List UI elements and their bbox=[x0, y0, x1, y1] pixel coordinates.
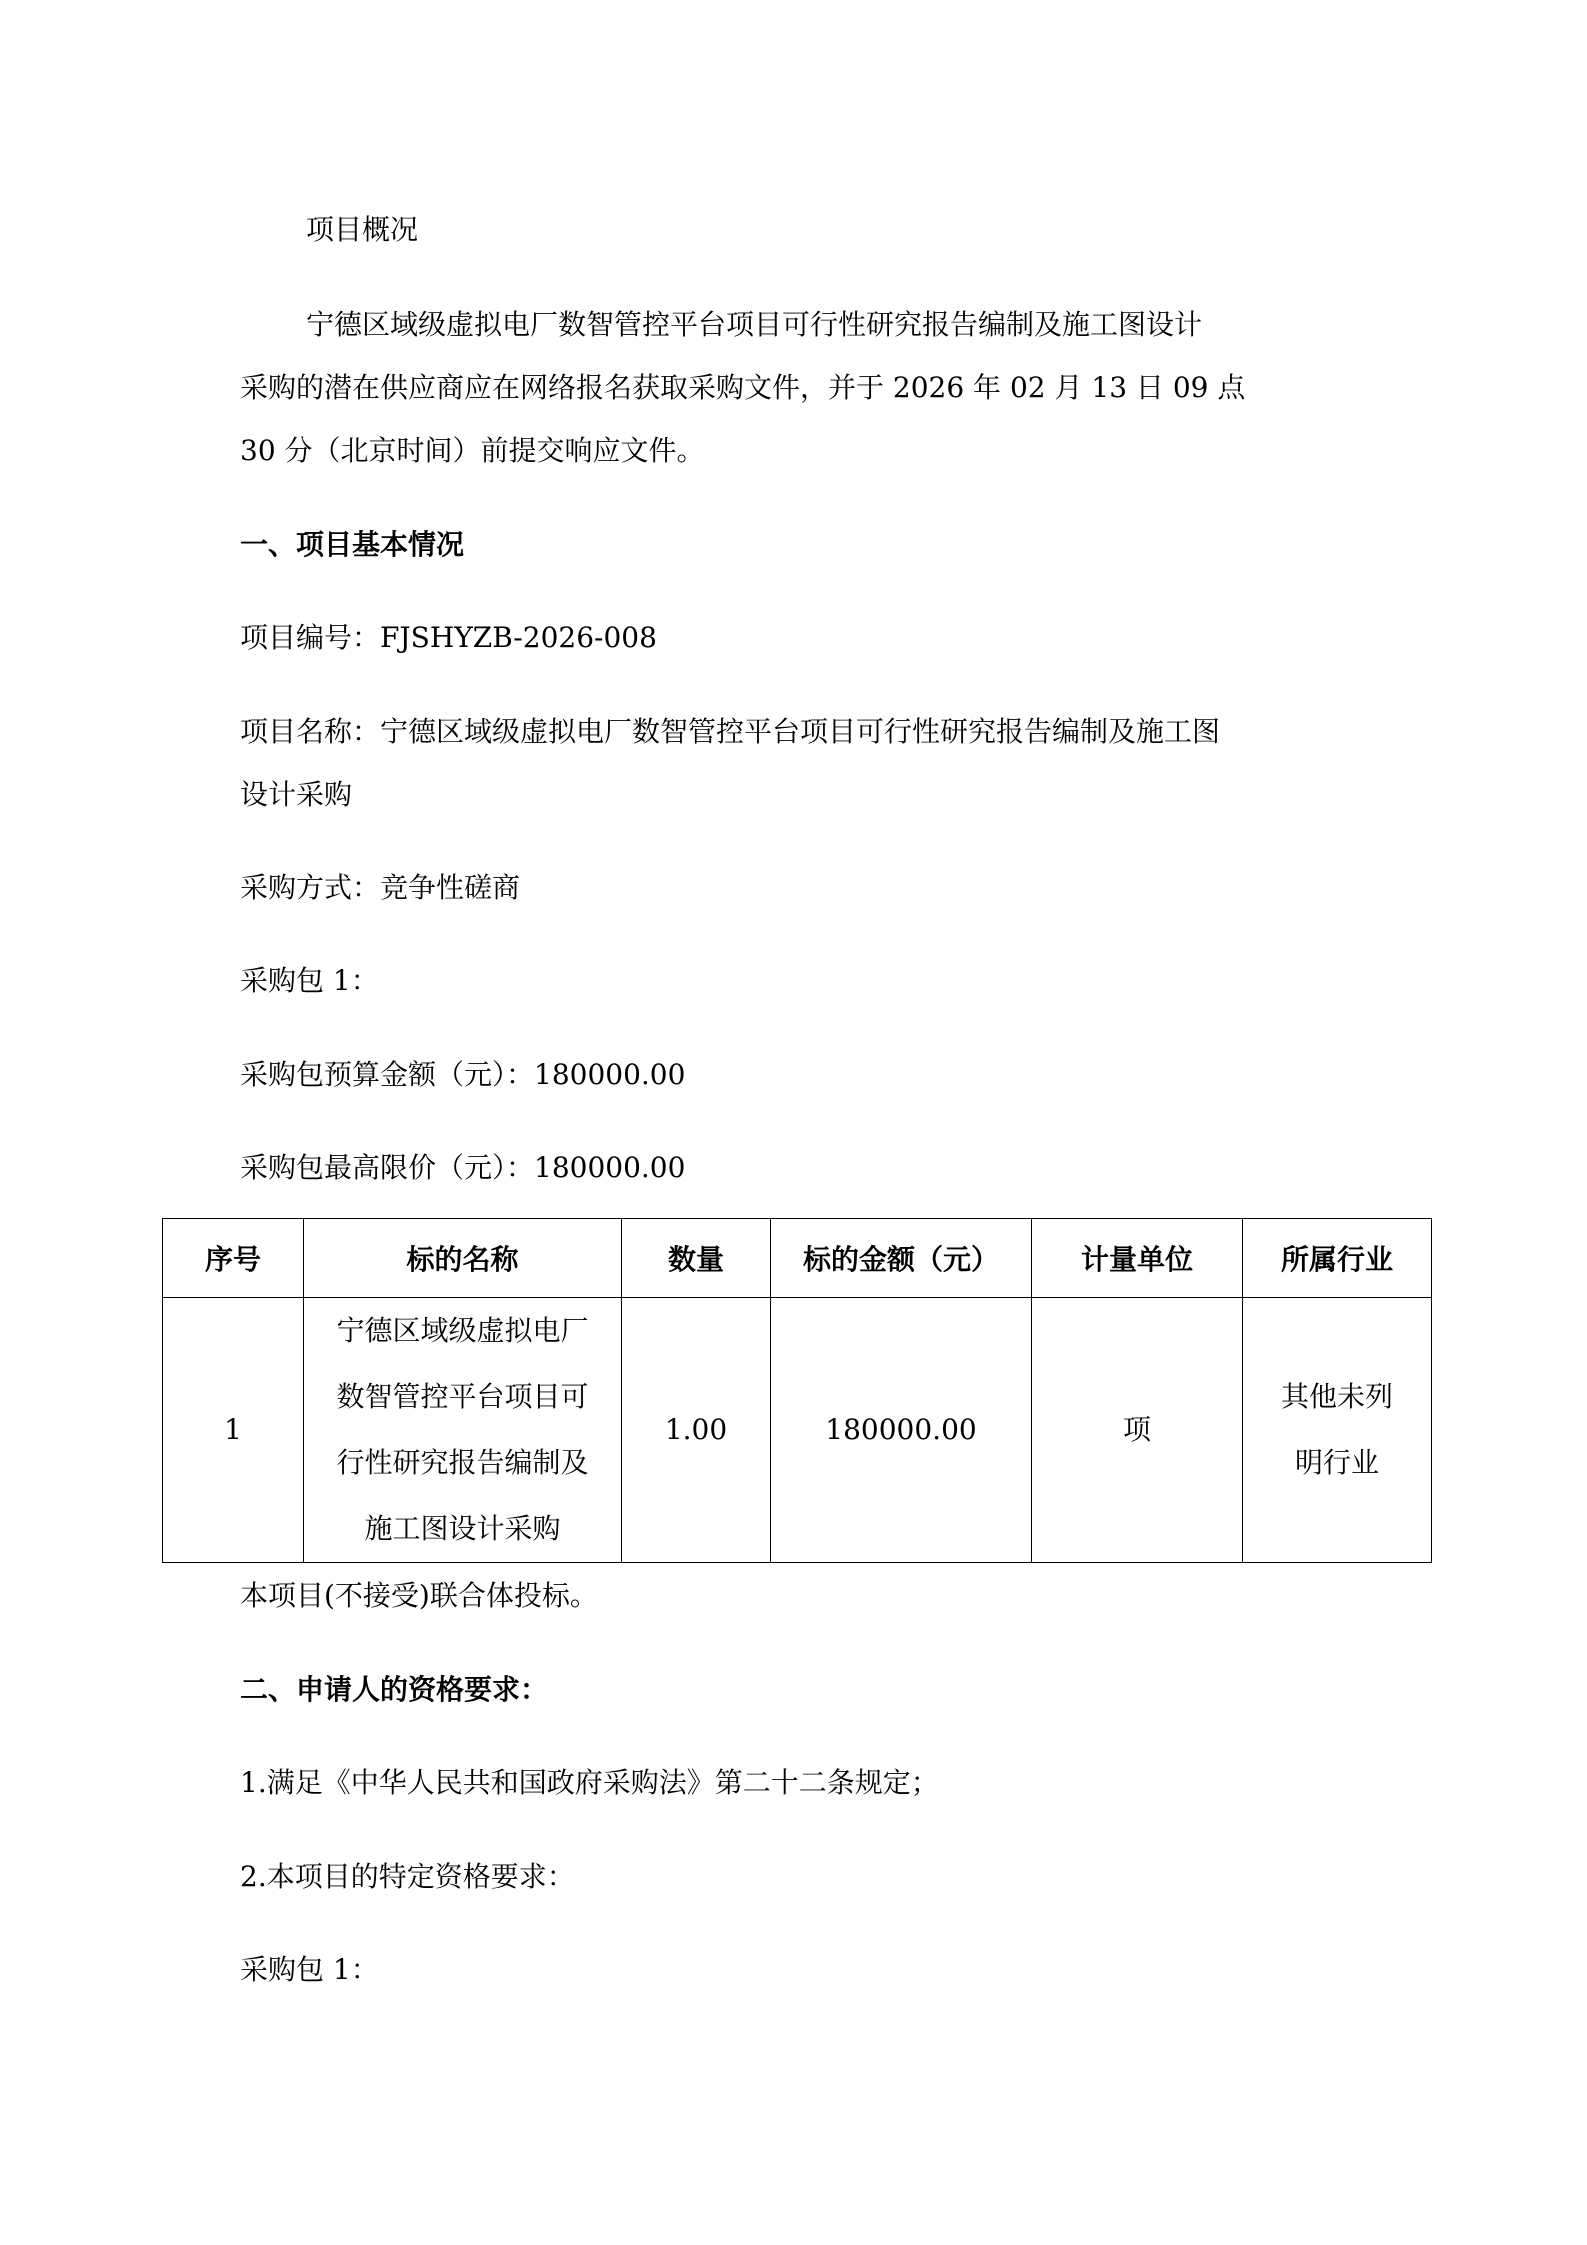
header-quantity: 数量 bbox=[622, 1219, 771, 1298]
consortium-note: 本项目(不接受)联合体投标。 bbox=[240, 1579, 598, 1612]
cell-unit: 项 bbox=[1032, 1298, 1243, 1563]
project-name-line-1: 项目名称：宁德区域级虚拟电厂数智管控平台项目可行性研究报告编制及施工图 bbox=[240, 715, 1221, 748]
cell-quantity: 1.00 bbox=[622, 1298, 771, 1563]
cell-seq: 1 bbox=[163, 1298, 304, 1563]
industry-line: 明行业 bbox=[1294, 1446, 1379, 1479]
industry-line: 其他未列 bbox=[1280, 1380, 1393, 1413]
header-seq: 序号 bbox=[163, 1219, 304, 1298]
package-label: 采购包 1： bbox=[240, 964, 379, 997]
overview-paragraph-line-2: 采购的潜在供应商应在网络报名获取采购文件，并于 2026 年 02 月 13 日 09 点 bbox=[240, 371, 1246, 404]
project-number: 项目编号：FJSHYZB-2026-008 bbox=[240, 621, 657, 654]
section2-heading: 二、申请人的资格要求： bbox=[240, 1673, 549, 1706]
procurement-method: 采购方式：竞争性磋商 bbox=[240, 871, 521, 904]
qualification-item-1: 1.满足《中华人民共和国政府采购法》第二十二条规定； bbox=[240, 1766, 939, 1799]
header-unit: 计量单位 bbox=[1032, 1219, 1243, 1298]
item-name-line: 施工图设计采购 bbox=[364, 1512, 561, 1545]
overview-paragraph-line-3: 30 分（北京时间）前提交响应文件。 bbox=[240, 434, 705, 467]
item-name-line: 行性研究报告编制及 bbox=[336, 1446, 589, 1479]
item-name-line: 宁德区域级虚拟电厂 bbox=[336, 1314, 589, 1347]
cell-amount: 180000.00 bbox=[771, 1298, 1032, 1563]
table-row bbox=[163, 1298, 1432, 1563]
package-budget: 采购包预算金额（元）：180000.00 bbox=[240, 1058, 686, 1091]
cell-industry bbox=[1243, 1298, 1432, 1563]
section2-package-label: 采购包 1： bbox=[240, 1953, 379, 1986]
overview-title: 项目概况 bbox=[306, 213, 419, 246]
header-amount: 标的金额（元） bbox=[771, 1219, 1032, 1298]
cell-item-name bbox=[304, 1298, 622, 1563]
package-max-price: 采购包最高限价（元）：180000.00 bbox=[240, 1151, 686, 1184]
overview-paragraph-line-1: 宁德区域级虚拟电厂数智管控平台项目可行性研究报告编制及施工图设计 bbox=[306, 308, 1203, 341]
qualification-item-2: 2.本项目的特定资格要求： bbox=[240, 1860, 575, 1893]
header-item-name: 标的名称 bbox=[304, 1219, 622, 1298]
project-name-line-2: 设计采购 bbox=[240, 778, 353, 811]
table-header-row bbox=[163, 1219, 1432, 1298]
section1-heading: 一、项目基本情况 bbox=[240, 528, 465, 561]
items-table bbox=[162, 1218, 1432, 1563]
header-industry: 所属行业 bbox=[1243, 1219, 1432, 1298]
item-name-line: 数智管控平台项目可 bbox=[336, 1380, 589, 1413]
